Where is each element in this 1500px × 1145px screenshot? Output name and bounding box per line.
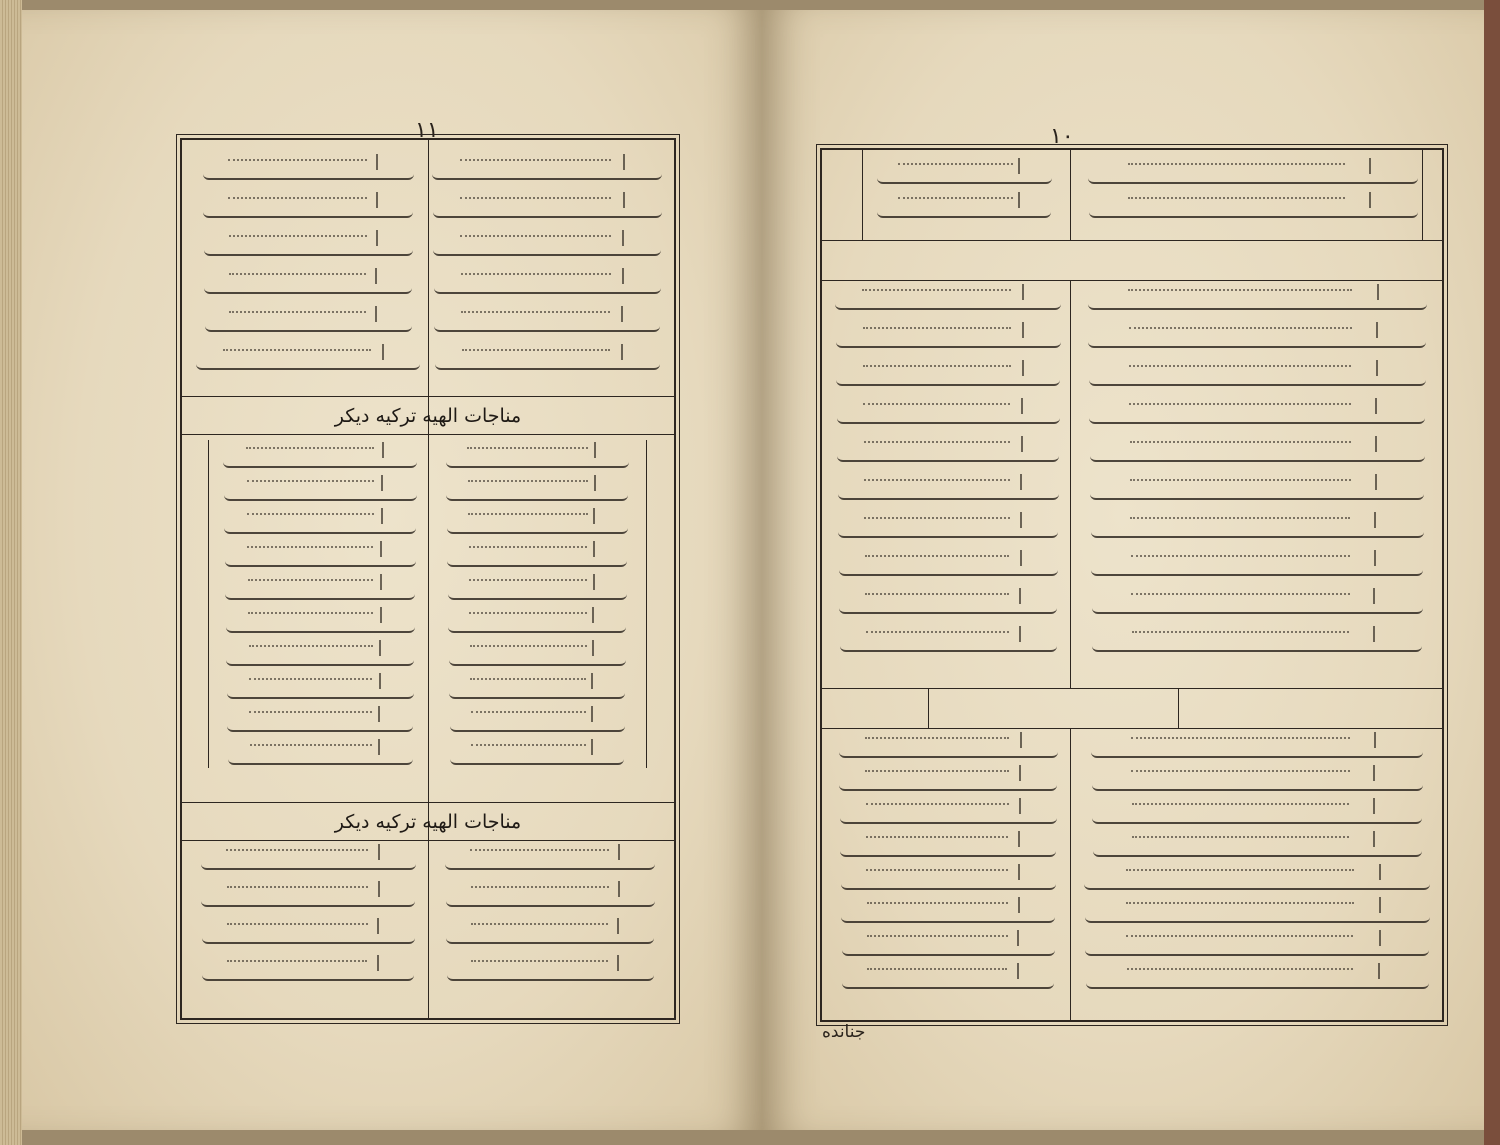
section-heading bbox=[842, 242, 1422, 278]
section-heading bbox=[932, 690, 1174, 726]
manuscript-line bbox=[837, 414, 1060, 424]
manuscript-line bbox=[1090, 452, 1425, 462]
manuscript-line bbox=[447, 971, 654, 981]
manuscript-line bbox=[838, 528, 1058, 538]
manuscript-line bbox=[1092, 781, 1423, 791]
manuscript-line bbox=[435, 360, 660, 370]
manuscript-line bbox=[450, 755, 624, 765]
manuscript-line bbox=[842, 979, 1054, 989]
manuscript-line bbox=[204, 284, 412, 294]
right-inner-rule bbox=[862, 150, 863, 240]
manuscript-line bbox=[225, 557, 416, 567]
left-page-number: ١١ bbox=[415, 118, 439, 143]
section-rule bbox=[182, 434, 674, 435]
left-column-divider bbox=[428, 140, 429, 1018]
manuscript-line bbox=[448, 623, 626, 633]
manuscript-line bbox=[433, 208, 662, 218]
manuscript-line bbox=[1084, 880, 1430, 890]
manuscript-line bbox=[227, 689, 414, 699]
manuscript-line bbox=[224, 491, 417, 501]
manuscript-line bbox=[1088, 300, 1427, 310]
manuscript-line bbox=[224, 524, 416, 534]
manuscript-line bbox=[228, 755, 413, 765]
manuscript-line bbox=[225, 590, 415, 600]
left-inner-rule bbox=[208, 440, 209, 768]
manuscript-line bbox=[432, 170, 662, 180]
manuscript-line bbox=[1093, 847, 1422, 857]
book-cover-edge bbox=[1484, 0, 1500, 1145]
manuscript-line bbox=[1092, 642, 1422, 652]
section-rule bbox=[182, 840, 674, 841]
manuscript-line bbox=[841, 913, 1055, 923]
section-rule bbox=[822, 280, 1442, 281]
manuscript-line bbox=[840, 642, 1057, 652]
manuscript-line bbox=[1092, 604, 1423, 614]
manuscript-line bbox=[877, 174, 1052, 184]
right-column-divider bbox=[1070, 280, 1071, 688]
section-rule bbox=[182, 802, 674, 803]
manuscript-line bbox=[226, 623, 415, 633]
manuscript-line bbox=[836, 338, 1061, 348]
catchword: جنانده bbox=[822, 1022, 866, 1042]
manuscript-line bbox=[839, 604, 1057, 614]
section-heading: مناجات الهيه تركيه ديكر bbox=[334, 811, 522, 833]
right-text-frame bbox=[820, 148, 1444, 1022]
manuscript-line bbox=[226, 656, 414, 666]
manuscript-line bbox=[449, 656, 626, 666]
manuscript-line bbox=[203, 208, 413, 218]
left-inner-rule bbox=[646, 440, 647, 768]
manuscript-line bbox=[1088, 338, 1426, 348]
right-column-divider bbox=[1070, 728, 1071, 1020]
manuscript-line bbox=[433, 246, 661, 256]
manuscript-line bbox=[1088, 174, 1418, 184]
manuscript-line bbox=[448, 590, 627, 600]
manuscript-line bbox=[1090, 490, 1424, 500]
right-column-divider bbox=[1070, 150, 1071, 240]
manuscript-line bbox=[227, 722, 413, 732]
right-page bbox=[762, 10, 1484, 1130]
page-stack-edge bbox=[0, 0, 22, 1145]
heading-band-rule bbox=[1178, 688, 1179, 728]
heading-band-rule bbox=[928, 688, 929, 728]
manuscript-line bbox=[447, 557, 627, 567]
manuscript-line bbox=[434, 284, 661, 294]
section-rule bbox=[182, 396, 674, 397]
manuscript-line bbox=[202, 934, 415, 944]
left-text-frame bbox=[180, 138, 676, 1020]
manuscript-line bbox=[203, 170, 414, 180]
section-rule bbox=[822, 688, 1442, 689]
section-rule bbox=[822, 728, 1442, 729]
right-inner-rule bbox=[1422, 150, 1423, 240]
manuscript-line bbox=[204, 246, 413, 256]
manuscript-line bbox=[1091, 748, 1423, 758]
manuscript-line bbox=[449, 689, 625, 699]
manuscript-line bbox=[1089, 376, 1426, 386]
manuscript-line bbox=[838, 490, 1059, 500]
manuscript-line bbox=[201, 897, 415, 907]
manuscript-line bbox=[201, 860, 416, 870]
manuscript-line bbox=[839, 748, 1058, 758]
manuscript-line bbox=[1091, 566, 1423, 576]
manuscript-line bbox=[836, 376, 1060, 386]
manuscript-line bbox=[196, 360, 420, 370]
manuscript-line bbox=[1086, 979, 1429, 989]
manuscript-line bbox=[223, 458, 417, 468]
manuscript-line bbox=[446, 897, 655, 907]
section-heading: مناجات الهيه تركيه ديكر bbox=[334, 405, 522, 427]
right-page-number: ١٠ bbox=[1050, 124, 1074, 149]
section-rule bbox=[822, 240, 1442, 241]
manuscript-line bbox=[205, 322, 412, 332]
manuscript-line bbox=[1091, 528, 1424, 538]
manuscript-line bbox=[1085, 913, 1430, 923]
manuscript-line bbox=[446, 458, 629, 468]
manuscript-line bbox=[840, 847, 1056, 857]
manuscript-line bbox=[877, 208, 1051, 218]
manuscript-line bbox=[839, 781, 1057, 791]
manuscript-line bbox=[1089, 208, 1418, 218]
manuscript-line bbox=[842, 946, 1055, 956]
manuscript-line bbox=[839, 566, 1058, 576]
manuscript-line bbox=[1085, 946, 1429, 956]
manuscript-line bbox=[202, 971, 414, 981]
manuscript-line bbox=[1089, 414, 1425, 424]
manuscript-line bbox=[835, 300, 1061, 310]
manuscript-line bbox=[446, 491, 628, 501]
manuscript-line bbox=[445, 860, 655, 870]
manuscript-line bbox=[1092, 814, 1422, 824]
manuscript-line bbox=[450, 722, 625, 732]
manuscript-line bbox=[446, 934, 654, 944]
manuscript-line bbox=[837, 452, 1059, 462]
manuscript-line bbox=[447, 524, 628, 534]
left-page bbox=[22, 10, 762, 1130]
manuscript-line bbox=[840, 814, 1057, 824]
manuscript-line bbox=[841, 880, 1056, 890]
manuscript-line bbox=[434, 322, 660, 332]
